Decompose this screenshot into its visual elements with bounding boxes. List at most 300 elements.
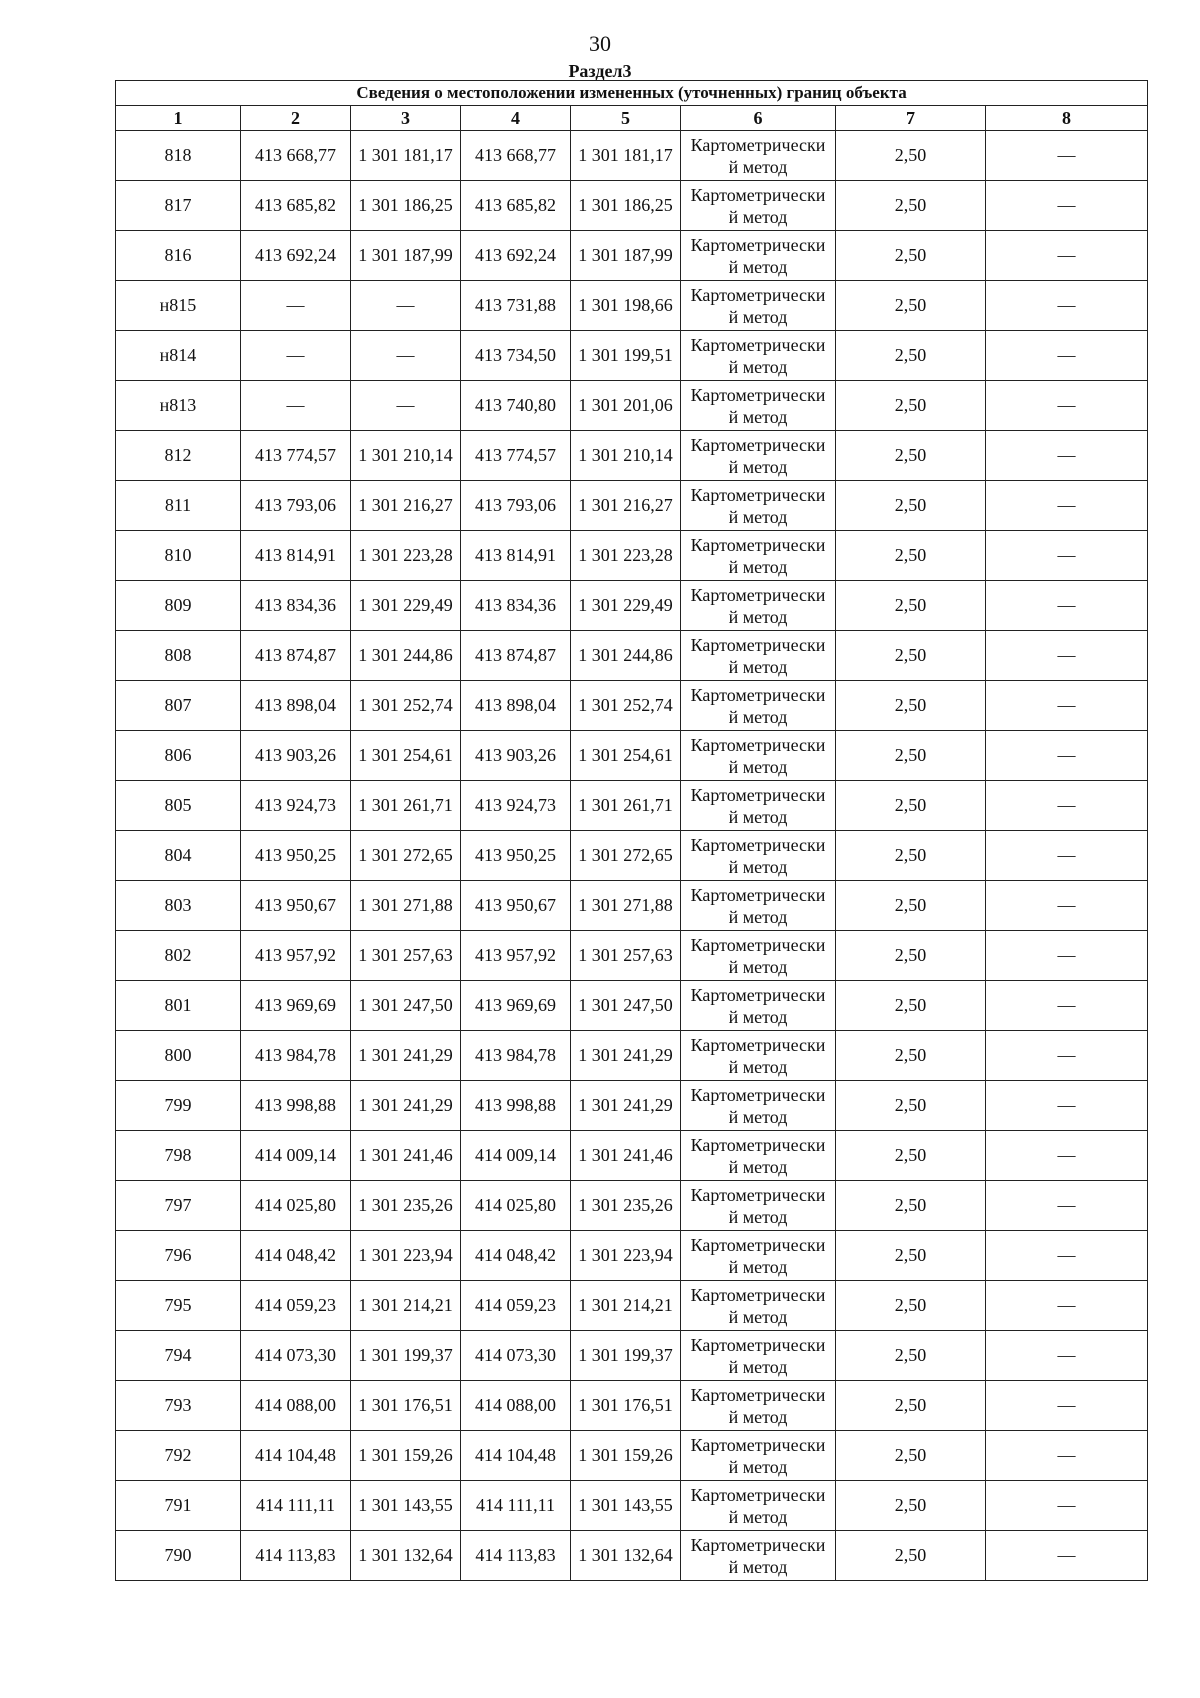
accuracy-cell <box>836 181 986 231</box>
x-new-cell <box>461 681 571 731</box>
y-old-cell <box>351 331 461 381</box>
y-new-value: 1 301 223,94 <box>578 1245 673 1265</box>
y-new-value: 1 301 223,28 <box>578 545 673 565</box>
dash-placeholder: — <box>396 345 415 365</box>
y-new-cell <box>571 631 681 681</box>
x-new-cell <box>461 381 571 431</box>
y-new-value: 1 301 216,27 <box>578 495 673 515</box>
x-new-cell <box>461 831 571 881</box>
column-number: 6 <box>681 106 836 131</box>
method-line-2: й метод <box>728 1006 788 1027</box>
x-new-cell <box>461 431 571 481</box>
column-8-cell <box>986 1381 1148 1431</box>
x-old-value: 414 048,42 <box>255 1245 336 1265</box>
x-old-cell <box>241 331 351 381</box>
point-number-value: 812 <box>164 445 192 465</box>
x-old-cell <box>241 631 351 681</box>
x-old-value: 414 111,11 <box>256 1495 335 1515</box>
x-new-value: 413 984,78 <box>475 1045 556 1065</box>
column-8-cell <box>986 431 1148 481</box>
x-new-cell <box>461 1231 571 1281</box>
y-new-value: 1 301 198,66 <box>578 295 673 315</box>
column-8-cell <box>986 181 1148 231</box>
y-old-cell <box>351 1231 461 1281</box>
method-line-2: й метод <box>728 1406 788 1427</box>
y-old-value: 1 301 132,64 <box>358 1545 453 1565</box>
y-new-cell <box>571 1531 681 1581</box>
method-cell <box>681 631 836 681</box>
method-line-2: й метод <box>728 1156 788 1177</box>
table-row <box>116 131 1148 181</box>
point-number-cell <box>116 1031 241 1081</box>
dash-placeholder: — <box>1057 545 1076 565</box>
x-old-value: 413 834,36 <box>255 595 336 615</box>
method-line-2: й метод <box>728 256 788 277</box>
accuracy-value: 2,50 <box>894 245 927 265</box>
column-number: 4 <box>461 106 571 131</box>
method-line-1: Картометрически <box>690 1534 826 1555</box>
method-line-1: Картометрически <box>690 1484 826 1505</box>
accuracy-value: 2,50 <box>894 995 927 1015</box>
x-new-cell <box>461 181 571 231</box>
x-old-cell <box>241 1431 351 1481</box>
y-new-cell <box>571 931 681 981</box>
accuracy-value: 2,50 <box>894 595 927 615</box>
method-cell <box>681 1481 836 1531</box>
dash-placeholder: — <box>1057 245 1076 265</box>
method-line-2: й метод <box>728 906 788 927</box>
y-old-value: 1 301 214,21 <box>358 1295 453 1315</box>
x-old-cell <box>241 231 351 281</box>
y-new-value: 1 301 181,17 <box>578 145 673 165</box>
point-number-cell <box>116 681 241 731</box>
y-old-value: 1 301 241,29 <box>358 1095 453 1115</box>
accuracy-cell <box>836 1231 986 1281</box>
y-old-value: 1 301 241,29 <box>358 1045 453 1065</box>
accuracy-cell <box>836 281 986 331</box>
table-row <box>116 1531 1148 1581</box>
point-number-value: 794 <box>164 1345 192 1365</box>
accuracy-cell <box>836 831 986 881</box>
y-new-value: 1 301 143,55 <box>578 1495 673 1515</box>
accuracy-cell <box>836 331 986 381</box>
x-old-value: 413 950,25 <box>255 845 336 865</box>
dash-placeholder: — <box>1057 1195 1076 1215</box>
method-line-2: й метод <box>728 806 788 827</box>
point-number-value: 803 <box>164 895 192 915</box>
y-new-value: 1 301 261,71 <box>578 795 673 815</box>
y-new-value: 1 301 199,51 <box>578 345 673 365</box>
method-line-1: Картометрически <box>690 184 826 205</box>
dash-placeholder: — <box>1057 795 1076 815</box>
method-line-2: й метод <box>728 1206 788 1227</box>
method-line-1: Картометрически <box>690 634 826 655</box>
y-old-cell <box>351 781 461 831</box>
accuracy-cell <box>836 881 986 931</box>
table-body <box>116 131 1148 1581</box>
x-new-cell <box>461 781 571 831</box>
method-cell <box>681 1081 836 1131</box>
y-new-value: 1 301 272,65 <box>578 845 673 865</box>
table-row <box>116 381 1148 431</box>
y-new-value: 1 301 241,29 <box>578 1095 673 1115</box>
y-old-value: 1 301 181,17 <box>358 145 453 165</box>
point-number-value: 793 <box>164 1395 192 1415</box>
y-old-cell <box>351 1181 461 1231</box>
dash-placeholder: — <box>1057 345 1076 365</box>
accuracy-value: 2,50 <box>894 945 927 965</box>
accuracy-cell <box>836 431 986 481</box>
table-row <box>116 281 1148 331</box>
x-new-cell <box>461 931 571 981</box>
point-number-value: 801 <box>164 995 192 1015</box>
point-number-cell <box>116 1281 241 1331</box>
accuracy-value: 2,50 <box>894 895 927 915</box>
dash-placeholder: — <box>1057 945 1076 965</box>
accuracy-value: 2,50 <box>894 295 927 315</box>
y-old-cell <box>351 381 461 431</box>
accuracy-cell <box>836 781 986 831</box>
method-line-2: й метод <box>728 1306 788 1327</box>
x-new-cell <box>461 1131 571 1181</box>
y-old-value: 1 301 187,99 <box>358 245 453 265</box>
x-old-cell <box>241 1281 351 1331</box>
accuracy-cell <box>836 631 986 681</box>
point-number-value: 796 <box>164 1245 192 1265</box>
x-old-cell <box>241 1081 351 1131</box>
x-old-cell <box>241 831 351 881</box>
x-old-cell <box>241 931 351 981</box>
method-cell <box>681 1231 836 1281</box>
point-number-cell <box>116 231 241 281</box>
y-old-cell <box>351 481 461 531</box>
column-8-cell <box>986 1231 1148 1281</box>
method-line-2: й метод <box>728 1556 788 1577</box>
y-old-value: 1 301 223,94 <box>358 1245 453 1265</box>
dash-placeholder: — <box>1057 1545 1076 1565</box>
x-new-value: 413 950,67 <box>475 895 556 915</box>
method-cell <box>681 1431 836 1481</box>
x-new-value: 413 957,92 <box>475 945 556 965</box>
point-number-cell <box>116 1481 241 1531</box>
method-cell <box>681 431 836 481</box>
point-number-value: 795 <box>164 1295 192 1315</box>
method-line-1: Картометрически <box>690 734 826 755</box>
method-cell <box>681 1331 836 1381</box>
y-old-cell <box>351 981 461 1031</box>
y-old-cell <box>351 1531 461 1581</box>
point-number-value: 800 <box>164 1045 192 1065</box>
method-line-1: Картометрически <box>690 834 826 855</box>
y-new-cell <box>571 1181 681 1231</box>
column-8-cell <box>986 1081 1148 1131</box>
method-line-1: Картометрически <box>690 884 826 905</box>
method-line-1: Картометрически <box>690 1434 826 1455</box>
accuracy-value: 2,50 <box>894 545 927 565</box>
method-line-2: й метод <box>728 556 788 577</box>
point-number-value: 817 <box>164 195 192 215</box>
y-old-cell <box>351 231 461 281</box>
y-new-cell <box>571 481 681 531</box>
x-old-cell <box>241 281 351 331</box>
method-cell <box>681 1381 836 1431</box>
accuracy-cell <box>836 931 986 981</box>
method-line-1: Картометрически <box>690 1334 826 1355</box>
column-8-cell <box>986 731 1148 781</box>
accuracy-value: 2,50 <box>894 445 927 465</box>
table-row <box>116 1281 1148 1331</box>
x-new-cell <box>461 1331 571 1381</box>
point-number-cell <box>116 631 241 681</box>
point-number-cell <box>116 1531 241 1581</box>
table-row <box>116 931 1148 981</box>
column-number: 1 <box>116 106 241 131</box>
column-8-cell <box>986 831 1148 881</box>
dash-placeholder: — <box>1057 295 1076 315</box>
method-cell <box>681 231 836 281</box>
x-new-value: 414 111,11 <box>476 1495 555 1515</box>
y-new-value: 1 301 187,99 <box>578 245 673 265</box>
point-number-value: 805 <box>164 795 192 815</box>
x-old-value: 414 113,83 <box>255 1545 336 1565</box>
y-old-value: 1 301 257,63 <box>358 945 453 965</box>
y-old-value: 1 301 159,26 <box>358 1445 453 1465</box>
y-old-cell <box>351 1481 461 1531</box>
point-number-cell <box>116 481 241 531</box>
y-new-value: 1 301 252,74 <box>578 695 673 715</box>
table-row <box>116 581 1148 631</box>
coordinates-table <box>115 80 1148 1581</box>
x-new-value: 414 104,48 <box>475 1445 556 1465</box>
y-new-value: 1 301 247,50 <box>578 995 673 1015</box>
x-new-cell <box>461 1481 571 1531</box>
method-line-2: й метод <box>728 856 788 877</box>
y-new-value: 1 301 199,37 <box>578 1345 673 1365</box>
point-number-cell <box>116 1081 241 1131</box>
x-new-value: 414 059,23 <box>475 1295 556 1315</box>
point-number-cell <box>116 831 241 881</box>
method-line-2: й метод <box>728 1056 788 1077</box>
accuracy-value: 2,50 <box>894 1545 927 1565</box>
x-new-value: 413 874,87 <box>475 645 556 665</box>
y-old-value: 1 301 216,27 <box>358 495 453 515</box>
method-cell <box>681 131 836 181</box>
table-caption: Сведения о местоположении измененных (уточненных) границ объекта <box>116 81 1148 106</box>
method-line-2: й метод <box>728 756 788 777</box>
x-new-cell <box>461 631 571 681</box>
point-number-cell <box>116 881 241 931</box>
dash-placeholder: — <box>1057 895 1076 915</box>
y-new-cell <box>571 1231 681 1281</box>
method-cell <box>681 1281 836 1331</box>
y-old-value: 1 301 252,74 <box>358 695 453 715</box>
x-old-value: 413 969,69 <box>255 995 336 1015</box>
x-old-cell <box>241 431 351 481</box>
y-new-value: 1 301 241,46 <box>578 1145 673 1165</box>
method-line-2: й метод <box>728 1506 788 1527</box>
accuracy-value: 2,50 <box>894 145 927 165</box>
x-new-cell <box>461 131 571 181</box>
column-8-cell <box>986 631 1148 681</box>
dash-placeholder: — <box>1057 495 1076 515</box>
y-old-cell <box>351 1081 461 1131</box>
table-row <box>116 731 1148 781</box>
method-line-1: Картометрически <box>690 1084 826 1105</box>
method-line-1: Картометрически <box>690 434 826 455</box>
x-new-value: 414 009,14 <box>475 1145 556 1165</box>
column-8-cell <box>986 281 1148 331</box>
x-new-cell <box>461 1431 571 1481</box>
y-old-value: 1 301 244,86 <box>358 645 453 665</box>
point-number-value: 797 <box>164 1195 192 1215</box>
table-row <box>116 531 1148 581</box>
accuracy-value: 2,50 <box>894 1295 927 1315</box>
y-new-value: 1 301 257,63 <box>578 945 673 965</box>
x-old-cell <box>241 1131 351 1181</box>
y-old-cell <box>351 1331 461 1381</box>
x-old-value: 414 059,23 <box>255 1295 336 1315</box>
table-row <box>116 981 1148 1031</box>
point-number-value: 806 <box>164 745 192 765</box>
method-cell <box>681 1181 836 1231</box>
y-old-cell <box>351 731 461 781</box>
column-8-cell <box>986 981 1148 1031</box>
column-8-cell <box>986 1281 1148 1331</box>
y-old-cell <box>351 931 461 981</box>
y-new-cell <box>571 281 681 331</box>
method-line-2: й метод <box>728 656 788 677</box>
method-cell <box>681 931 836 981</box>
point-number-value: 818 <box>164 145 192 165</box>
x-old-value: 413 685,82 <box>255 195 336 215</box>
y-old-cell <box>351 181 461 231</box>
x-old-cell <box>241 881 351 931</box>
method-line-1: Картометрически <box>690 584 826 605</box>
x-old-cell <box>241 481 351 531</box>
y-new-value: 1 301 214,21 <box>578 1295 673 1315</box>
table-row <box>116 1181 1148 1231</box>
section-title: Раздел3 <box>568 61 632 81</box>
method-cell <box>681 281 836 331</box>
x-new-cell <box>461 1381 571 1431</box>
method-line-2: й метод <box>728 406 788 427</box>
x-old-value: 413 903,26 <box>255 745 336 765</box>
table-row <box>116 1081 1148 1131</box>
x-new-value: 414 073,30 <box>475 1345 556 1365</box>
point-number-cell <box>116 1331 241 1381</box>
point-number-cell <box>116 1381 241 1431</box>
dash-placeholder: — <box>1057 595 1076 615</box>
method-line-1: Картометрически <box>690 984 826 1005</box>
accuracy-value: 2,50 <box>894 1045 927 1065</box>
point-number-value: н814 <box>159 345 197 365</box>
method-line-1: Картометрически <box>690 534 826 555</box>
x-old-value: 414 088,00 <box>255 1395 336 1415</box>
x-old-value: 413 924,73 <box>255 795 336 815</box>
x-new-cell <box>461 581 571 631</box>
method-line-1: Картометрически <box>690 1284 826 1305</box>
method-line-1: Картометрически <box>690 1134 826 1155</box>
x-old-cell <box>241 1381 351 1431</box>
y-new-cell <box>571 431 681 481</box>
dash-placeholder: — <box>286 345 305 365</box>
y-new-cell <box>571 131 681 181</box>
y-old-value: 1 301 229,49 <box>358 595 453 615</box>
x-old-cell <box>241 731 351 781</box>
accuracy-value: 2,50 <box>894 795 927 815</box>
accuracy-value: 2,50 <box>894 1495 927 1515</box>
x-old-value: 414 009,14 <box>255 1145 336 1165</box>
method-line-2: й метод <box>728 206 788 227</box>
table-row <box>116 181 1148 231</box>
point-number-cell <box>116 281 241 331</box>
accuracy-cell <box>836 731 986 781</box>
x-new-value: 413 793,06 <box>475 495 556 515</box>
x-new-cell <box>461 281 571 331</box>
dash-placeholder: — <box>1057 645 1076 665</box>
accuracy-cell <box>836 381 986 431</box>
x-new-value: 414 025,80 <box>475 1195 556 1215</box>
method-line-2: й метод <box>728 1106 788 1127</box>
x-old-value: 413 957,92 <box>255 945 336 965</box>
column-8-cell <box>986 1181 1148 1231</box>
point-number-cell <box>116 1181 241 1231</box>
column-8-cell <box>986 1331 1148 1381</box>
x-new-value: 413 950,25 <box>475 845 556 865</box>
accuracy-value: 2,50 <box>894 645 927 665</box>
accuracy-value: 2,50 <box>894 1145 927 1165</box>
column-number: 2 <box>241 106 351 131</box>
accuracy-value: 2,50 <box>894 1445 927 1465</box>
y-new-cell <box>571 1381 681 1431</box>
point-number-cell <box>116 731 241 781</box>
accuracy-cell <box>836 531 986 581</box>
point-number-cell <box>116 1231 241 1281</box>
method-cell <box>681 881 836 931</box>
x-new-value: 414 088,00 <box>475 1395 556 1415</box>
x-old-value: 413 874,87 <box>255 645 336 665</box>
dash-placeholder: — <box>1057 145 1076 165</box>
y-new-cell <box>571 231 681 281</box>
accuracy-cell <box>836 681 986 731</box>
x-new-value: 413 969,69 <box>475 995 556 1015</box>
y-new-value: 1 301 201,06 <box>578 395 673 415</box>
y-old-cell <box>351 1131 461 1181</box>
method-line-1: Картометрически <box>690 1184 826 1205</box>
y-old-cell <box>351 431 461 481</box>
column-8-cell <box>986 381 1148 431</box>
y-old-value: 1 301 254,61 <box>358 745 453 765</box>
x-old-cell <box>241 1331 351 1381</box>
x-new-value: 413 814,91 <box>475 545 556 565</box>
x-old-value: 414 104,48 <box>255 1445 336 1465</box>
column-8-cell <box>986 931 1148 981</box>
point-number-value: 807 <box>164 695 192 715</box>
table-row <box>116 631 1148 681</box>
y-old-value: 1 301 241,46 <box>358 1145 453 1165</box>
x-new-value: 414 113,83 <box>475 1545 556 1565</box>
column-8-cell <box>986 1431 1148 1481</box>
table-row <box>116 431 1148 481</box>
y-new-cell <box>571 581 681 631</box>
x-new-value: 413 924,73 <box>475 795 556 815</box>
method-line-1: Картометрически <box>690 284 826 305</box>
x-old-value: 413 774,57 <box>255 445 336 465</box>
x-new-cell <box>461 531 571 581</box>
y-new-value: 1 301 176,51 <box>578 1395 673 1415</box>
table-row <box>116 481 1148 531</box>
method-cell <box>681 781 836 831</box>
